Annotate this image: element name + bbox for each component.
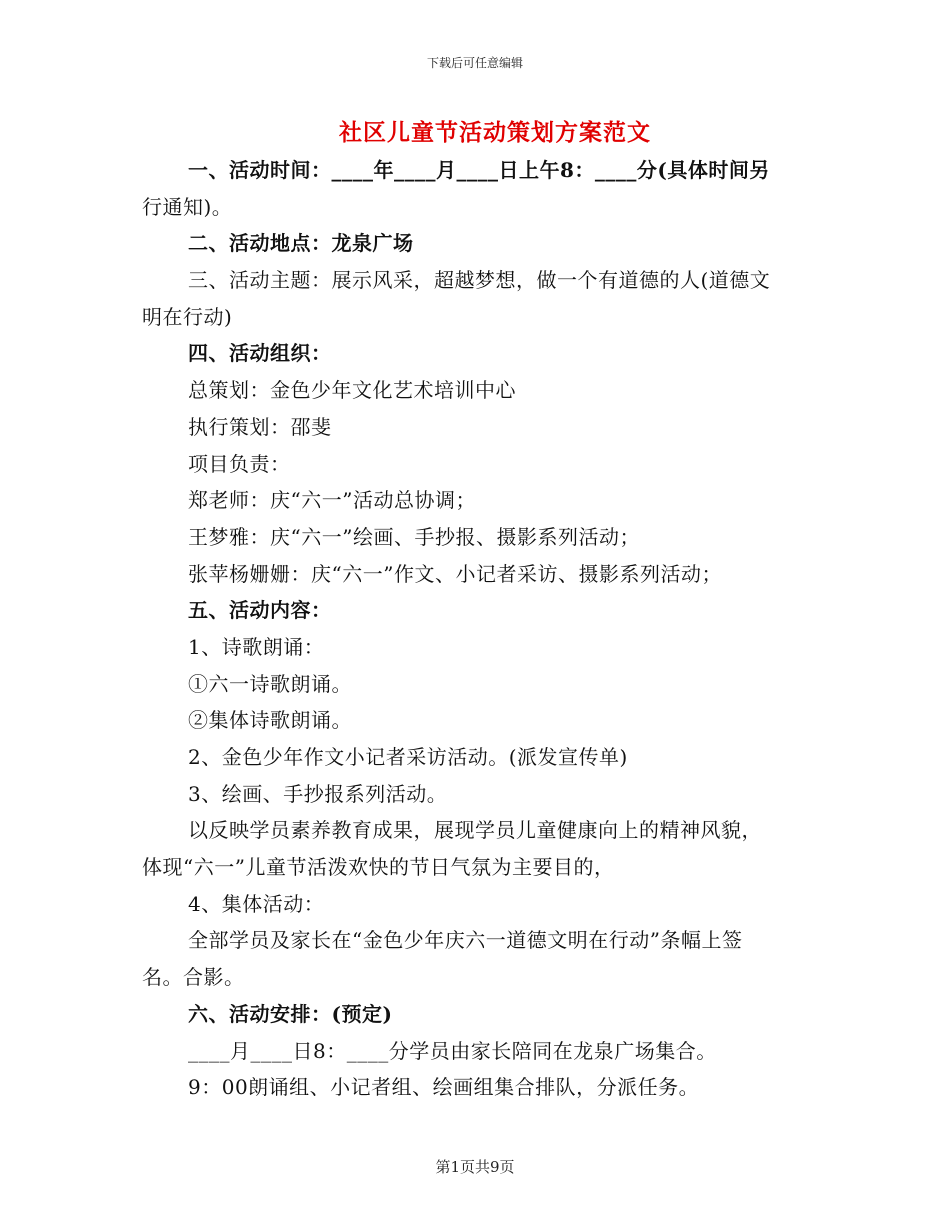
paragraph-line: 名。合影。: [142, 965, 245, 990]
paragraph-line: 9：00朗诵组、小记者组、绘画组集合排队，分派任务。: [188, 1075, 700, 1100]
list-item: 4、集体活动：: [188, 891, 325, 916]
paragraph-line: 执行策划：邵斐: [188, 414, 332, 439]
document-body: [142, 152, 810, 1106]
paragraph-line: 郑老师：庆“六一”活动总协调；: [188, 488, 476, 513]
section-activity-location: 二、活动地点：龙泉广场: [188, 231, 414, 256]
paragraph-line: 明在行动): [142, 304, 233, 329]
list-item: 1、诗歌朗诵：: [188, 634, 325, 659]
section-activity-content: 五、活动内容：: [188, 598, 332, 623]
header-note: 下载后可任意编辑: [426, 56, 523, 70]
section-activity-theme: 三、活动主题：展示风采，超越梦想，做一个有道德的人(道德文: [188, 268, 771, 293]
list-item: 3、绘画、手抄报系列活动。: [188, 781, 448, 806]
paragraph-line: 总策划：金色少年文化艺术培训中心: [188, 378, 516, 403]
paragraph-line: ____月____日8：____分学员由家长陪同在龙泉广场集合。: [188, 1038, 717, 1063]
paragraph-line: 王梦雅：庆“六一”绘画、手抄报、摄影系列活动；: [188, 524, 640, 549]
document-title: 社区儿童节活动策划方案范文: [339, 119, 651, 146]
list-item: 2、金色少年作文小记者采访活动。(派发宣传单): [188, 745, 628, 769]
page-number: 第1页共9页: [435, 1158, 515, 1176]
list-item: ②集体诗歌朗诵。: [188, 708, 352, 733]
paragraph-line: 张苹杨姗姗：庆“六一”作文、小记者采访、摄影系列活动；: [188, 561, 722, 586]
section-activity-organization: 四、活动组织：: [188, 341, 332, 366]
paragraph-line: 项目负责：: [188, 451, 291, 476]
paragraph-line: 全部学员及家长在“金色少年庆六一道德文明在行动”条幅上签: [188, 928, 743, 953]
paragraph-line: 以反映学员素养教育成果，展现学员儿童健康向上的精神风貌，: [188, 818, 762, 843]
list-item: ①六一诗歌朗诵。: [188, 671, 352, 696]
section-activity-time: 一、活动时间：____年____月____日上午8：____分(具体时间另: [188, 158, 770, 182]
paragraph-line: 体现“六一”儿童节活泼欢快的节日气氛为主要目的，: [142, 855, 615, 880]
paragraph-line: 行通知)。: [142, 194, 233, 219]
section-activity-schedule: 六、活动安排：(预定): [188, 1001, 393, 1026]
